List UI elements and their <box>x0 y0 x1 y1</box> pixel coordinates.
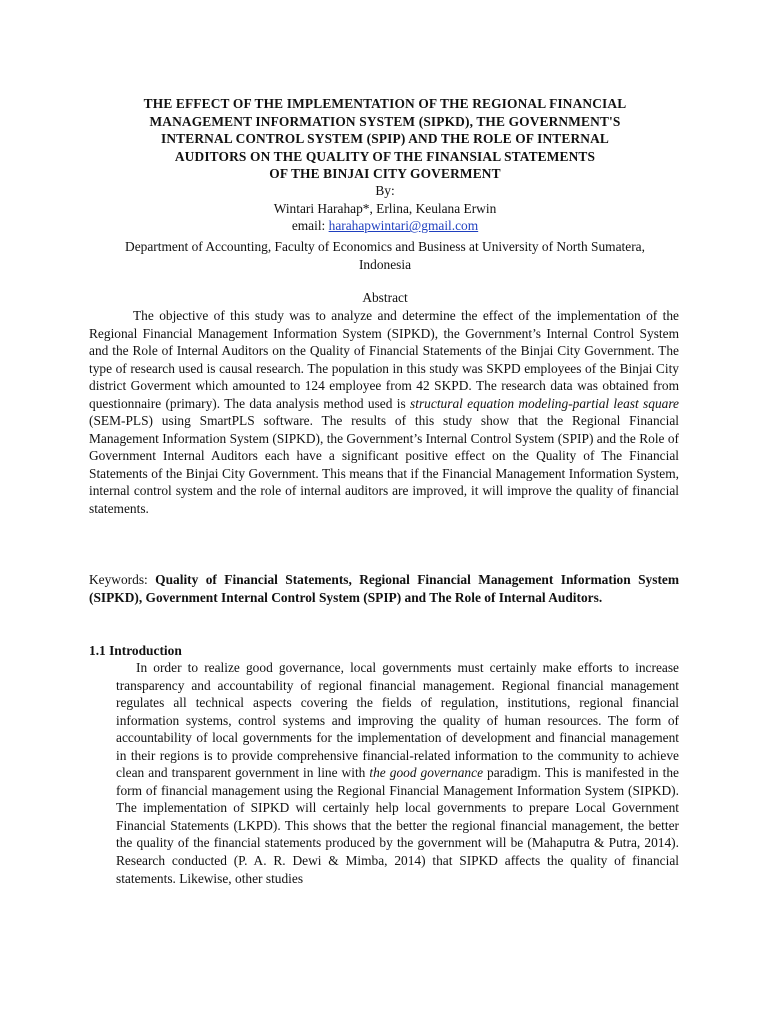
affiliation <box>88 238 682 273</box>
author-list: Wintari Harahap*, Erlina, Keulana Erwin <box>273 200 497 216</box>
title-line: THE EFFECT OF THE IMPLEMENTATION OF THE REGIONAL FINANCIAL <box>143 96 627 111</box>
paper-title <box>80 95 690 183</box>
keywords-label: Keywords: <box>89 572 156 587</box>
intro-text-part: In order to realize good governance, local governments must certainly make efforts to increase transparency and accountability of regional financial management. Regional financial management regulates all technical aspects covering the fields of regulation, institutions, regional financial information systems, control systems and improving the quality of human resources. The form of accountability of local governments for the implementation of development and financial management in their regions is to provide comprehensive financial-related information to the community to achieve clean and transparent government in line with <box>116 660 679 781</box>
email-label: email: <box>291 218 329 234</box>
abstract-text-part: The objective of this study was to analyze and determine the effect of the implementation of the Regional Financial Management Information System (SIPKD), the Government’s Internal Control System and the Role of Internal Auditors on the Quality of Financial Statements of the Binjai City Government. The type of research used is causal research. The population in this study was SKPD employees of the Binjai City district Goverment which amounted to 124 employee from 42 SKPD. The research data was obtained from questionnaire (primary). The data analysis method used is <box>89 308 679 411</box>
section-heading-introduction: 1.1 Introduction <box>89 643 182 658</box>
keywords-text: Quality of Financial Statements, Regional Financial Management Information System (SIPKD), Government Internal Control System (SPIP) and The Role of Internal Auditors. <box>89 572 679 605</box>
introduction-text <box>116 659 679 887</box>
email-link[interactable]: harahapwintari@gmail.com <box>328 218 479 234</box>
abstract-heading: Abstract <box>362 290 408 305</box>
email-line <box>80 217 690 235</box>
title-line: MANAGEMENT INFORMATION SYSTEM (SIPKD), THE GOVERNMENT'S <box>149 113 621 129</box>
abstract-text <box>89 307 679 518</box>
byline <box>80 182 690 235</box>
by-label: By: <box>375 183 395 198</box>
abstract-text-part: (SEM-PLS) using SmartPLS software. The results of this study show that the Regional Financial Management Information System (SIPKD), the Government’s Internal Control System (SPIP) and the Role of Government Internal Auditors each have a significant positive effect on the Quality of The Financial Statements of the Binjai City Government. This means that if the Financial Management Information System, internal control system and the role of internal auditors are improved, it will improve the quality of financial statements. <box>89 413 679 517</box>
title-line: OF THE BINJAI CITY GOVERMENT <box>269 166 501 182</box>
keywords <box>89 571 679 606</box>
title-line: INTERNAL CONTROL SYSTEM (SPIP) AND THE ROLE OF INTERNAL <box>161 131 609 147</box>
intro-text-part: paradigm. This is manifested in the form of financial management using the Regional Financial Management Information System (SIPKD). The implementation of SIPKD will certainly help local governments to prepare Local Government Financial Statements (LKPD). This shows that the better the regional financial management, the better the quality of the financial statements produced by the government will be (Mahaputra & Putra, 2014). Research conducted (P. A. R. Dewi & Mimba, 2014) that SIPKD affects the quality of financial statements. Likewise, other studies <box>116 765 679 886</box>
title-line: AUDITORS ON THE QUALITY OF THE FINANSIAL STATEMENTS <box>174 148 596 164</box>
affiliation-line: Department of Accounting, Faculty of Economics and Business at University of North Sumatera, <box>125 239 645 254</box>
intro-italic-phrase: the good governance <box>369 765 484 781</box>
abstract-method-italic: structural equation modeling-partial least square <box>410 395 679 411</box>
affiliation-line: Indonesia <box>358 256 412 272</box>
